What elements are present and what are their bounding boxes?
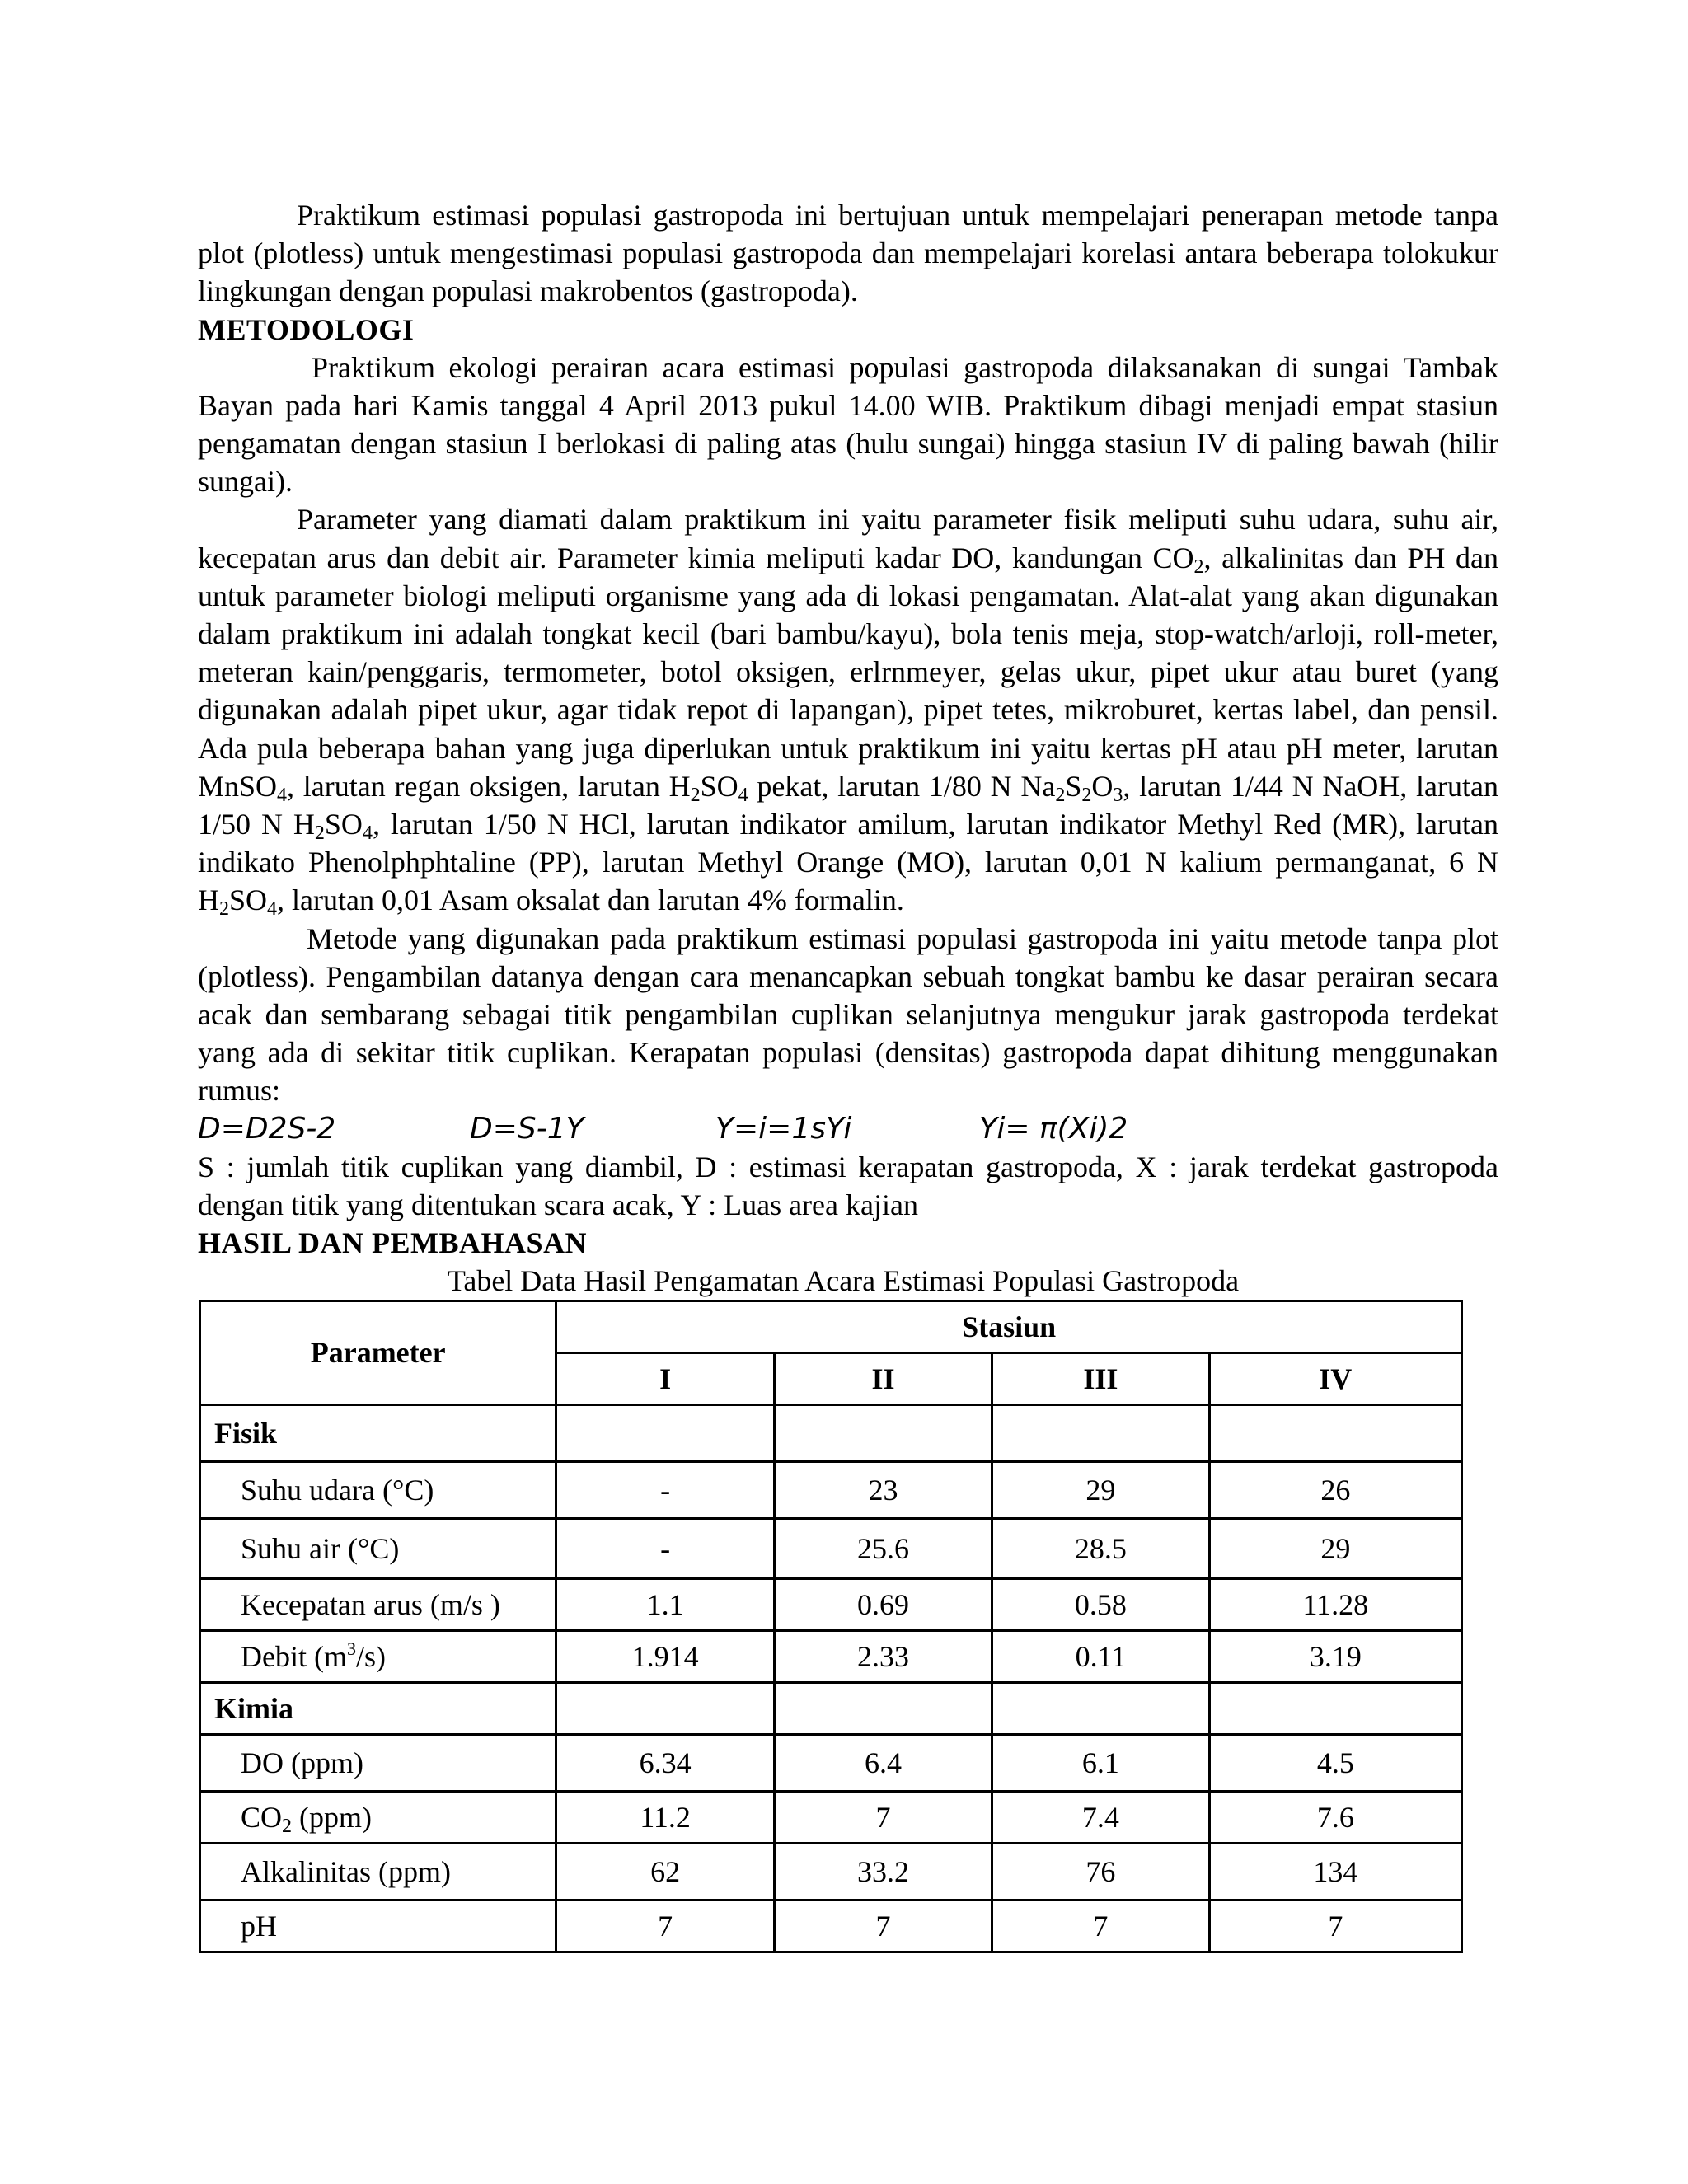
table-cell: 134 — [1209, 1843, 1461, 1900]
station-header: IV — [1209, 1352, 1461, 1404]
row-label: Suhu air (°C) — [200, 1518, 556, 1578]
row-label: Kecepatan arus (m/s ) — [200, 1578, 556, 1630]
table-cell: 26 — [1209, 1461, 1461, 1518]
metodologi-paragraph-1: Praktikum ekologi perairan acara estimasi populasi gastropoda dilaksanakan di sungai Tambak Bayan pada hari Kamis tanggal 4 April 2013 pukul 14.00 WIB. Praktikum dibagi menjadi empat stasiun pengamatan dengan stasiun I berlokasi di paling atas (hulu sungai) hingga stasiun IV di paling bawah (hilir sungai). — [198, 350, 1498, 499]
hasil-heading: HASIL DAN PEMBAHASAN — [198, 1226, 588, 1259]
table-group-row — [200, 1682, 1462, 1734]
table-cell: 1.914 — [556, 1630, 774, 1682]
table-group-row — [200, 1404, 1462, 1461]
table-caption: Tabel Data Hasil Pengamatan Acara Estimasi Populasi Gastropoda — [447, 1263, 1240, 1297]
station-header: II — [774, 1352, 992, 1404]
table-row — [200, 1843, 1462, 1900]
formula-legend: S : jumlah titik cuplikan yang diambil, D : estimasi kerapatan gastropoda, X : jarak terdekat gastropoda dengan titik yang ditentukan scara acak, Y : Luas area kajian — [198, 1150, 1498, 1221]
table-cell: 7 — [556, 1900, 774, 1952]
table-cell: 0.58 — [992, 1578, 1209, 1630]
row-label: Alkalinitas (ppm) — [200, 1843, 556, 1900]
table-cell: 3.19 — [1209, 1630, 1461, 1682]
table-cell: 29 — [992, 1461, 1209, 1518]
table-cell: 4.5 — [1209, 1734, 1461, 1791]
table-cell: - — [556, 1461, 774, 1518]
intro-paragraph: Praktikum estimasi populasi gastropoda ini bertujuan untuk mempelajari penerapan metode tanpa plot (plotless) untuk mengestimasi populasi gastropoda dan mempelajari korelasi antara beberapa tolokukur lingkungan dengan populasi makrobentos (gastropoda). — [198, 199, 1498, 308]
table-cell: 1.1 — [556, 1578, 774, 1630]
observation-table — [199, 1300, 1463, 1953]
table-cell: 0.11 — [992, 1630, 1209, 1682]
table-cell: 28.5 — [992, 1518, 1209, 1578]
table-cell: - — [556, 1518, 774, 1578]
table-cell: 11.2 — [556, 1791, 774, 1843]
table-row — [200, 1518, 1462, 1578]
group-label-fisik: Fisik — [200, 1404, 556, 1461]
table-cell: 7 — [992, 1900, 1209, 1952]
station-header: I — [556, 1352, 774, 1404]
table-cell: 29 — [1209, 1518, 1461, 1578]
table-cell: 33.2 — [774, 1843, 992, 1900]
row-label: pH — [200, 1900, 556, 1952]
table-row — [200, 1578, 1462, 1630]
table-cell: 11.28 — [1209, 1578, 1461, 1630]
station-header: III — [992, 1352, 1209, 1404]
table-row — [200, 1900, 1462, 1952]
table-cell: 6.4 — [774, 1734, 992, 1791]
formula-row — [198, 1110, 1498, 1148]
metodologi-paragraph-2: Parameter yang diamati dalam praktikum ini yaitu parameter fisik meliputi suhu udara, suhu air, kecepatan arus dan debit air. Parameter kimia meliputi kadar DO, kandungan $CO_2$, alkalinitas dan PH dan untuk parameter biologi meliputi organisme yang ada di lokasi pengamatan. Alat-alat yang akan digunakan dalam praktikum ini adalah tongkat kecil (bari bambu/kayu), bola tenis meja, stop-watch/arloji, roll-meter, meteran kain/penggaris, termometer, botol oksigen, erlrnmeyer, gelas ukur, pipet ukur atau buret (yang digunakan adalah pipet ukur, agar tidak repot di lapangan), pipet tetes, mikroburet, kertas label, dan pensil. Ada pula beberapa bahan yang juga diperlukan untuk praktikum ini yaitu kertas pH atau pH meter, larutan MnSO$_4$, larutan regan oksigen, larutan $H_2SO_4$ pekat, larutan 1/80 N $Na_2S_2O_3$, larutan 1/44 N NaOH, larutan 1/50 N $H_2SO_4$, larutan 1/50 N HCl, larutan indikator amilum, larutan indikator Methyl Red (MR), larutan indikato Phenolphphtaline (PP), larutan Methyl Orange (MO), larutan 0,01 N kalium permanganat, 6 N $H_2SO_4$, larutan 0,01 Asam oksalat dan larutan 4% formalin. — [198, 503, 1498, 921]
table-row — [200, 1461, 1462, 1518]
table-row — [200, 1630, 1462, 1682]
table-cell: 2.33 — [774, 1630, 992, 1682]
table-cell: 7 — [774, 1900, 992, 1952]
formula-area-sum: Y=i=1sYi — [715, 1111, 852, 1146]
row-label: Debit $(m^3/s)$ — [200, 1630, 556, 1682]
formula-density: D=D2S-2 — [198, 1111, 336, 1146]
table-cell: 23 — [774, 1461, 992, 1518]
table-row — [200, 1734, 1462, 1791]
table-cell: 7.6 — [1209, 1791, 1461, 1843]
table-cell: 6.1 — [992, 1734, 1209, 1791]
table-row — [200, 1791, 1462, 1843]
formula-density-alt: D=S-1Y — [470, 1111, 584, 1146]
table-cell: 0.69 — [774, 1578, 992, 1630]
table-cell: 7 — [1209, 1900, 1461, 1952]
table-cell: 7 — [774, 1791, 992, 1843]
stasiun-header: Stasiun — [556, 1301, 1462, 1352]
table-cell: 6.34 — [556, 1734, 774, 1791]
parameter-header: Parameter — [200, 1301, 556, 1404]
row-label: $CO_2$ (ppm) — [200, 1791, 556, 1843]
table-cell: 25.6 — [774, 1518, 992, 1578]
row-label: DO (ppm) — [200, 1734, 556, 1791]
table-cell: 62 — [556, 1843, 774, 1900]
group-label-kimia: Kimia — [200, 1682, 556, 1734]
row-label: Suhu udara (°C) — [200, 1461, 556, 1518]
document-page — [198, 196, 1498, 1953]
metodologi-paragraph-3: Metode yang digunakan pada praktikum estimasi populasi gastropoda ini yaitu metode tanpa plot (plotless). Pengambilan datanya dengan cara menancapkan sebuah tongkat bambu ke dasar perairan secara acak dan sembarang sebagai titik pengambilan cuplikan selanjutnya mengukur jarak gastropoda terdekat yang ada di sekitar titik cuplikan. Kerapatan populasi (densitas) gastropoda dapat dihitung menggunakan rumus: — [198, 921, 1498, 1108]
table-header-row — [200, 1301, 1462, 1352]
formula-area-point: Yi= π(Xi)2 — [979, 1111, 1128, 1146]
table-cell: 7.4 — [992, 1791, 1209, 1843]
metodologi-heading: METODOLOGI — [198, 312, 415, 346]
table-cell: 76 — [992, 1843, 1209, 1900]
